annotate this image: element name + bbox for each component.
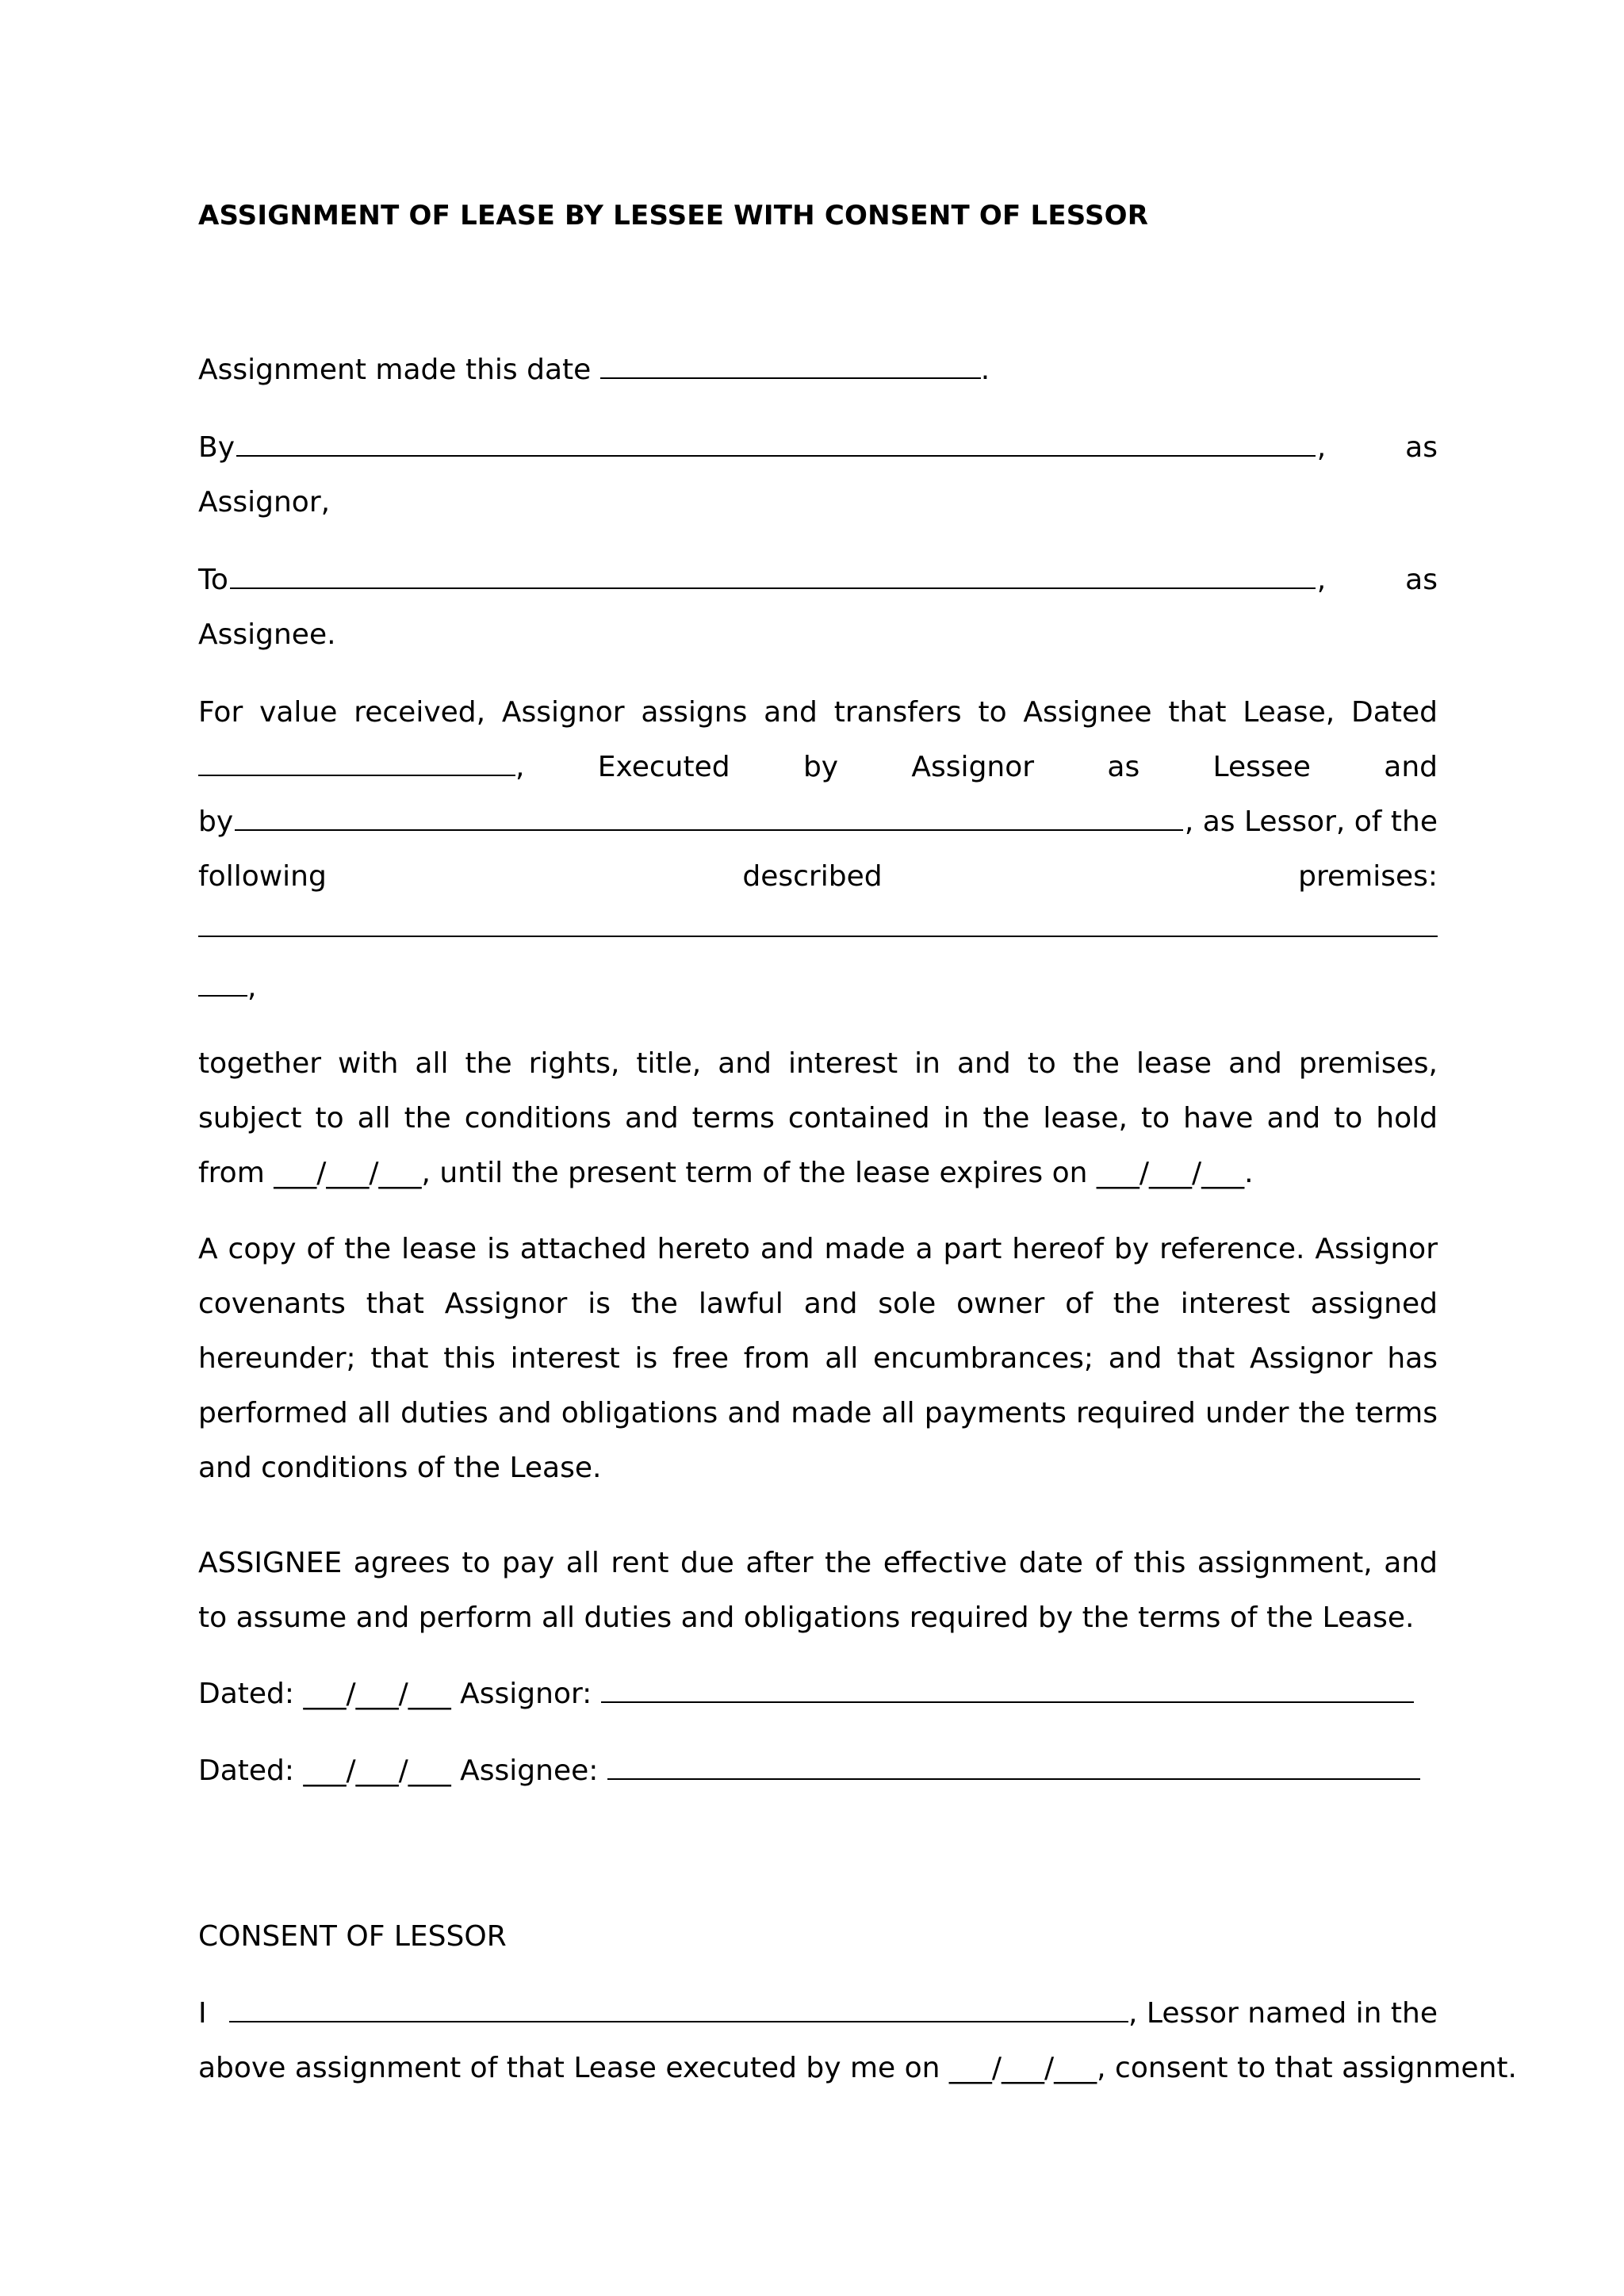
to-label: To: [198, 564, 228, 596]
word: by: [802, 751, 839, 783]
document-title: ASSIGNMENT OF LEASE BY LESSEE WITH CONSENT OF LESSOR: [198, 200, 1149, 232]
consent-line-2: above assignment of that Lease executed by me on ___/___/___, consent to that assignment.: [198, 2052, 1517, 2084]
premises-blank-short[interactable]: [198, 963, 247, 997]
consent-paragraph: [198, 1986, 1517, 2095]
word: Assignor: [501, 696, 625, 729]
lessor-named-words: , Lessor named in the: [1128, 1997, 1438, 2030]
as-word: as: [1405, 564, 1438, 596]
assignment-date-label: Assignment made this date: [198, 354, 592, 386]
lessor-consent-name-blank[interactable]: [229, 1986, 1128, 2022]
covenants-paragraph: A copy of the lease is attached hereto and made a part hereof by reference. Assignor covenants that Assignor is the lawful and sole owner of the interest assigned hereunder; that this interest is free from all encumbrances; and that Assignor has performed all duties and obligations and made all payments required under the terms and conditions of the Lease.: [198, 1233, 1438, 1484]
lessor-named-text: [1128, 1986, 1438, 2041]
word: that: [1168, 696, 1227, 729]
by-label: By: [198, 431, 236, 464]
dated-assignor-label: Dated: ___/___/___ Assignor:: [198, 1678, 592, 1710]
word: Assignee: [1023, 696, 1152, 729]
rights-paragraph: together with all the rights, title, and interest in and to the lease and premises, subject to all the conditions and terms contained in the lease, to have and to hold from ___/___/___, until the present term of the lease expires on ___/___/___.: [198, 1047, 1438, 1189]
assignee-name-blank[interactable]: [230, 553, 1316, 589]
assignee-block: [198, 553, 1438, 662]
consent-heading: [198, 1909, 1438, 1964]
word: Lessee: [1212, 751, 1311, 783]
document-page: [198, 0, 1517, 2296]
as-word: as: [1405, 431, 1438, 464]
word: assigns: [641, 696, 748, 729]
value-line-4: [198, 849, 1438, 904]
assignor-field: [198, 420, 1326, 475]
assignee-field: [198, 553, 1326, 607]
word: described: [742, 860, 883, 893]
lease-date-blank[interactable]: [198, 743, 515, 776]
assignee-label: Assignee.: [198, 618, 336, 651]
assignor-signature-blank[interactable]: [601, 1670, 1414, 1703]
lease-date-field: ,: [198, 740, 524, 794]
word: as: [1107, 751, 1140, 783]
word: Assignor: [911, 751, 1035, 783]
word: to: [978, 696, 1007, 729]
word: transfers: [833, 696, 962, 729]
word: For: [198, 696, 243, 729]
period: .: [980, 354, 990, 386]
lessor-name-blank[interactable]: [235, 794, 1183, 831]
word: received,: [354, 696, 486, 729]
consent-line-1: [198, 1986, 1438, 2041]
word: value: [259, 696, 338, 729]
assignee-signature-line: [198, 1743, 1438, 1798]
assignor-label: Assignor,: [198, 486, 331, 519]
i-label: I: [198, 1997, 207, 2030]
by-label: by: [198, 806, 234, 838]
word: Executed: [597, 751, 730, 783]
assignee-line: [198, 553, 1438, 607]
dated-assignee-label: Dated: ___/___/___ Assignee:: [198, 1755, 599, 1787]
value-line-2: [198, 740, 1438, 794]
value-line-3: [198, 794, 1438, 849]
assignment-date-line: [198, 342, 1438, 397]
word: Lease,: [1243, 696, 1335, 729]
assignment-date-blank[interactable]: [600, 346, 981, 379]
assignee-signature-blank[interactable]: [607, 1747, 1420, 1780]
assignor-signature-line: [198, 1667, 1438, 1721]
word: following: [198, 860, 327, 893]
word: and: [764, 696, 818, 729]
as-lessor-text: , as Lessor, of the: [1184, 806, 1438, 838]
comma: ,: [1316, 431, 1327, 464]
premises-blank-end: ,: [198, 960, 1438, 1015]
assignor-line: [198, 420, 1438, 475]
premises-description-blank[interactable]: [198, 904, 1438, 937]
assignor-name-blank[interactable]: [236, 420, 1316, 457]
value-received-paragraph: [198, 685, 1438, 1015]
comma: ,: [1316, 564, 1327, 596]
value-line-1: [198, 685, 1438, 740]
consent-heading-text: CONSENT OF LESSOR: [198, 1920, 507, 1953]
word: premises:: [1298, 860, 1438, 893]
assignor-block: [198, 420, 1438, 530]
word: Dated: [1351, 696, 1438, 729]
word: and: [1384, 751, 1438, 783]
assignee-agrees-paragraph: ASSIGNEE agrees to pay all rent due after the effective date of this assignment, and to assume and perform all duties and obligations required by the terms of the Lease.: [198, 1547, 1438, 1634]
